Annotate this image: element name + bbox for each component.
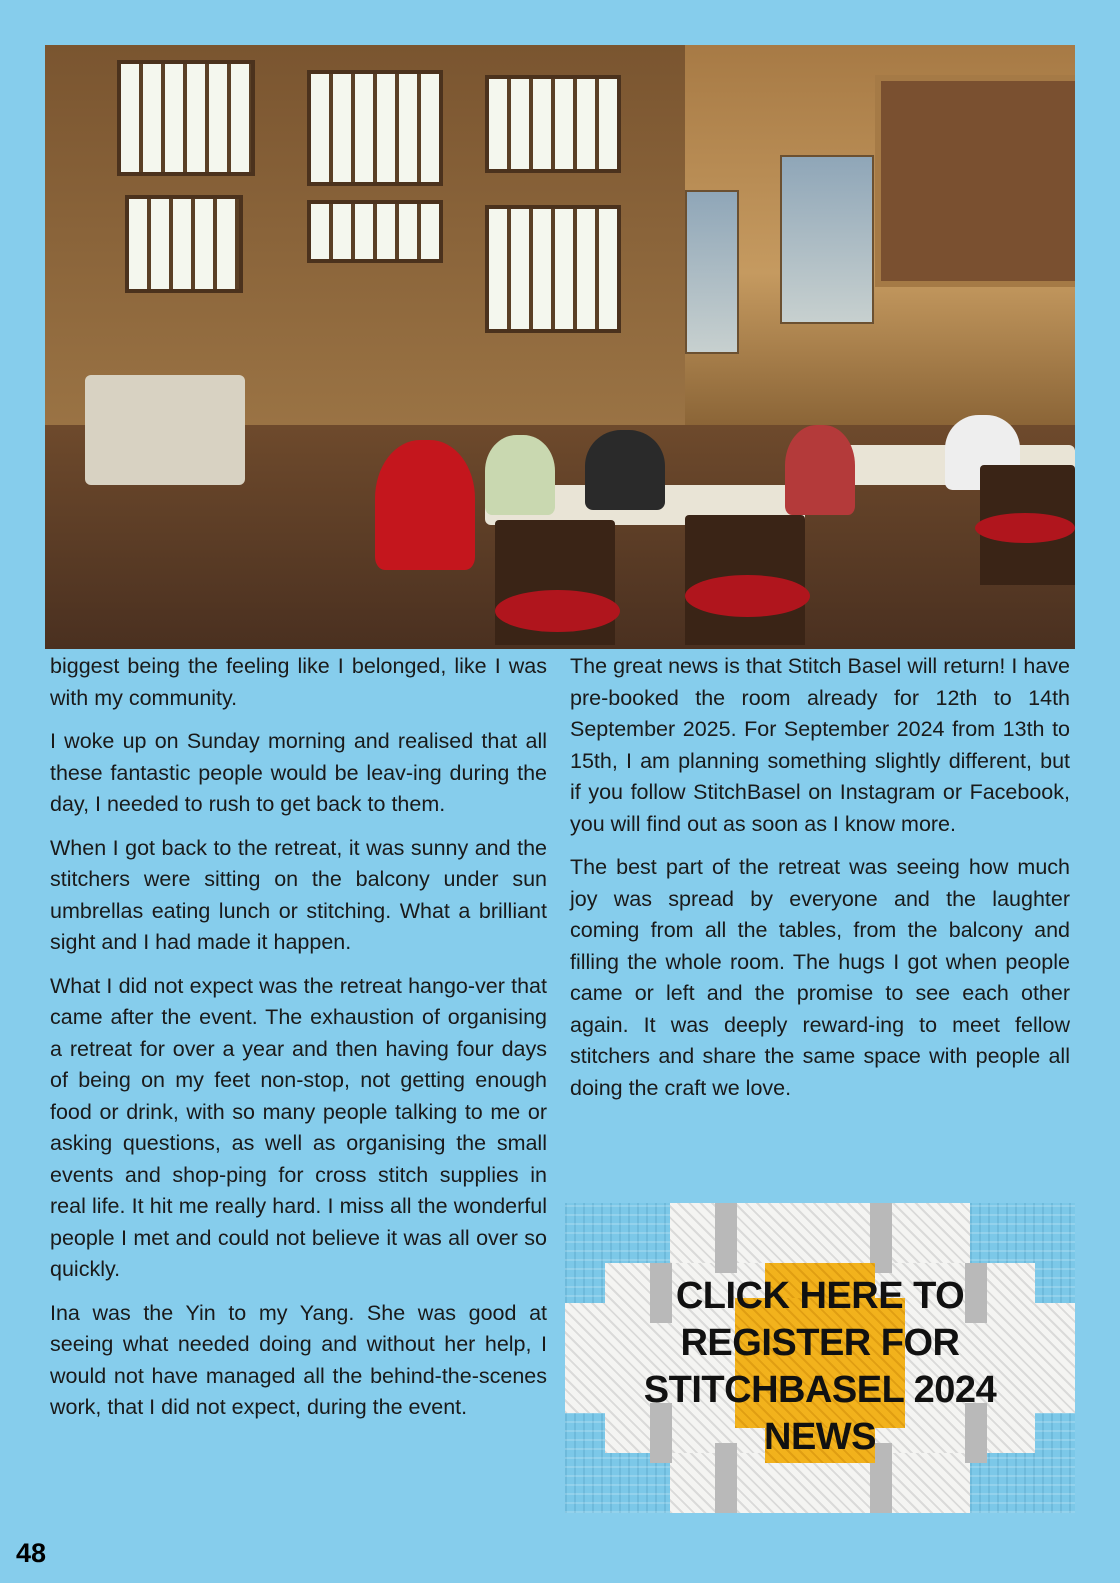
photo-window xyxy=(307,70,443,186)
photo-window xyxy=(117,60,255,176)
photo-chair-seat xyxy=(975,513,1075,543)
paragraph: Ina was the Yin to my Yang. She was good at seeing what needed doing and without her help, I would not have managed all the behind-the-scenes work, that I did not expect, during the event. xyxy=(50,1300,547,1419)
photo-person xyxy=(585,430,665,510)
photo-wall-panel xyxy=(780,155,874,324)
cta-line: STITCHBASEL 2024 xyxy=(643,1369,997,1411)
photo-person xyxy=(785,425,855,515)
event-photo xyxy=(45,45,1075,649)
paragraph: The best part of the retreat was seeing how much joy was spread by everyone and the laughter coming from all the tables, from the balcony and filling the whole room. The hugs I got when people came or left and the promise to see each other again. It was deeply reward-ing to meet fellow stitchers and share the same space with people all doing the craft we love. xyxy=(570,855,1070,1100)
photo-window xyxy=(125,195,243,293)
register-news-label xyxy=(565,1273,1075,1461)
photo-window xyxy=(485,205,621,333)
daisy-shadow xyxy=(715,1203,737,1273)
paragraph: The great news is that Stitch Basel will return! I have pre-booked the room already for 12th to 14th September 2025. For September 2024 from 13th to 15th, I am planning something slightly different, but if you follow StitchBasel on Instagram or Facebook, you will find out as soon as I know more. xyxy=(570,654,1070,836)
photo-wall-panel xyxy=(685,190,739,354)
photo-chair-seat xyxy=(685,575,810,617)
paragraph: I woke up on Sunday morning and realised that all these fantastic people would be leav-ing during the day, I needed to rush to get back to them. xyxy=(50,729,547,816)
cta-line: REGISTER FOR xyxy=(680,1322,960,1364)
register-news-button[interactable] xyxy=(565,1203,1075,1513)
left-text-column xyxy=(50,651,547,1436)
photo-chair-seat xyxy=(495,590,620,632)
paragraph: biggest being the feeling like I belonged, like I was with my community. xyxy=(50,654,547,710)
photo-window xyxy=(307,200,443,263)
photo-person xyxy=(485,435,555,515)
cta-line: CLICK HERE TO xyxy=(675,1275,965,1317)
right-text-column xyxy=(570,651,1070,1116)
cta-line: NEWS xyxy=(764,1416,876,1458)
photo-person xyxy=(375,440,475,570)
photo-mirror xyxy=(875,75,1075,287)
photo-window xyxy=(485,75,621,173)
paragraph: What I did not expect was the retreat hango-ver that came after the event. The exhaustion of organising a retreat for over a year and then having four days of being on my feet non-stop, not getting enough food or drink, with so many people talking to me or asking questions, as well as organising the small events and shop-ping for cross stitch supplies in real life. It hit me really hard. I miss all the wonderful people I met and could not believe it was all over so quickly. xyxy=(50,973,547,1281)
paragraph: When I got back to the retreat, it was sunny and the stitchers were sitting on the balcony under sun umbrellas eating lunch or stitching. What a brilliant sight and I had made it happen. xyxy=(50,835,547,954)
photo-table xyxy=(85,375,245,485)
page-number: 48 xyxy=(16,1538,47,1568)
